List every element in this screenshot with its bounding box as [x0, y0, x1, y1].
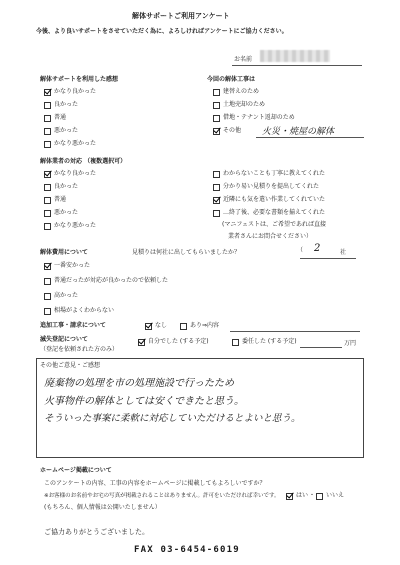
checkbox[interactable] [213, 210, 220, 217]
contractor-right-option-1[interactable]: わからないことも丁寧に教えてくれた [213, 170, 325, 178]
subsidy-amount-underline [300, 347, 342, 348]
checkbox[interactable] [44, 308, 51, 315]
checkbox-checked[interactable] [44, 171, 51, 178]
checkbox[interactable] [44, 184, 51, 191]
extra-yes-option[interactable]: あり⇒内容 [180, 322, 219, 330]
subsidy-unit: 万円 [344, 340, 357, 347]
work-option-3[interactable]: 借地・テナント返却のため [213, 114, 295, 122]
work-heading: 今回の解体工事は [207, 76, 256, 83]
homepage-yes-option[interactable]: はい [286, 492, 308, 500]
thanks-text: ご協力ありがとうございました。 [44, 528, 149, 536]
manifest-note-1: (マニフェストは、ご希望であれば直接 [222, 221, 327, 228]
checkbox-checked[interactable] [145, 323, 152, 330]
work-option-4[interactable]: その他 [213, 127, 241, 135]
fax-number: FAX 03-6454-6019 [134, 545, 240, 555]
name-label: お名前 [234, 56, 253, 63]
checkbox-checked[interactable] [44, 89, 51, 96]
contractor-heading: 解体業者の対応 （複数選択可） [40, 158, 127, 165]
name-underline [232, 65, 362, 66]
checkbox[interactable] [44, 141, 51, 148]
cost-option-2[interactable]: 普通だったが対応が良かったので依頼した [44, 277, 168, 285]
homepage-line-2: ※お客様のお名前やお宅の写真が掲載されることはありません。許可をいただければ幸いです。 [44, 493, 280, 499]
checkbox-checked[interactable] [138, 339, 145, 346]
checkbox-checked[interactable] [213, 197, 220, 204]
checkbox[interactable] [44, 223, 51, 230]
checkbox[interactable] [44, 115, 51, 122]
subsidy-self-option[interactable]: 自分でした (する予定) [138, 338, 209, 346]
support-option-3[interactable]: 普通 [44, 114, 66, 122]
cost-option-4[interactable]: 相場がよくわからない [44, 307, 114, 315]
contractor-right-option-2[interactable]: 分かり易い見積りを提出してくれた [213, 183, 319, 191]
cost-heading: 解体費用について [40, 249, 88, 256]
redacted-name [260, 50, 330, 62]
work-option-2[interactable]: 土地売却のため [213, 101, 265, 109]
manifest-note-2: 業者さんにお問合せください） [228, 233, 313, 240]
homepage-line-3: (もちろん、個人情報は公開いたしません） [44, 504, 161, 511]
checkbox[interactable] [44, 197, 51, 204]
document-subtitle: 今後、より良いサポートをさせていただく為に、よろしければアンケートにご協力ください。 [36, 28, 288, 35]
checkbox[interactable] [213, 171, 220, 178]
contractor-option-1[interactable]: かなり良かった [44, 170, 96, 178]
contractor-option-2[interactable]: 良かった [44, 183, 78, 191]
contractor-right-option-4[interactable]: …終了後、必要な書類を揃えてくれた [213, 209, 325, 217]
subsidy-note: （登記を依頼された方のみ） [40, 346, 119, 353]
cost-option-1[interactable]: 一番安かった [44, 262, 90, 270]
document-title: 解体サポートご利用アンケート [132, 12, 230, 20]
contractor-right-option-3[interactable]: 近隣にも気を遣い作業してくれていた [213, 196, 325, 204]
checkbox[interactable] [213, 115, 220, 122]
support-heading: 解体サポートを利用した感想 [40, 76, 119, 83]
comment-line-1: 廃棄物の処理を市の処理施設で行ったため [44, 378, 234, 389]
comments-heading: その他ご意見・ご感想 [40, 362, 101, 369]
estimate-unit: 社 [340, 249, 347, 256]
checkbox[interactable] [44, 293, 51, 300]
support-option-1[interactable]: かなり良かった [44, 88, 96, 96]
checkbox-checked[interactable] [213, 128, 220, 135]
checkbox[interactable] [232, 339, 239, 346]
estimate-count: 2 [314, 243, 321, 254]
comments-box[interactable] [36, 358, 364, 458]
checkbox[interactable] [213, 89, 220, 96]
checkbox[interactable] [213, 102, 220, 109]
checkbox[interactable] [316, 493, 323, 500]
extra-none-option[interactable]: なし [145, 322, 167, 330]
estimate-question: 見積りは何社に出してもらいましたか？ [132, 249, 241, 256]
extra-content-underline [230, 331, 360, 332]
homepage-heading: ホームページ掲載について [40, 467, 112, 474]
checkbox[interactable] [44, 210, 51, 217]
comment-line-2: 火事物件の解体としては安くできたと思う。 [44, 396, 244, 407]
extra-heading: 追加工事・請求について [40, 322, 106, 329]
contractor-option-3[interactable]: 普通 [44, 196, 66, 204]
checkbox[interactable] [44, 278, 51, 285]
contractor-option-4[interactable]: 悪かった [44, 209, 78, 217]
checkbox[interactable] [213, 184, 220, 191]
subsidy-heading: 滅失登記について [40, 336, 88, 343]
checkbox[interactable] [44, 102, 51, 109]
checkbox-checked[interactable] [286, 493, 293, 500]
estimate-open-paren: （ [297, 247, 304, 254]
work-other-underline [256, 137, 364, 138]
checkbox-checked[interactable] [44, 263, 51, 270]
comment-line-3: そういった事案に柔軟に対応していただけるとよいと思う。 [44, 413, 301, 424]
contractor-option-5[interactable]: かなり悪かった [44, 222, 96, 230]
homepage-separator: ・ [309, 492, 316, 499]
work-other-text: 火災・焼屋の解体 [262, 127, 335, 137]
checkbox[interactable] [180, 323, 187, 330]
support-option-5[interactable]: かなり悪かった [44, 140, 96, 148]
cost-option-3[interactable]: 高かった [44, 292, 78, 300]
subsidy-delegate-option[interactable]: 委任した (する予定) [232, 338, 297, 346]
estimate-underline [300, 258, 356, 259]
homepage-line-1: このアンケートの内容、工事の内容をホームページに掲載してもよろしいですか？ [44, 480, 266, 487]
support-option-4[interactable]: 悪かった [44, 127, 78, 135]
checkbox[interactable] [44, 128, 51, 135]
support-option-2[interactable]: 良かった [44, 101, 78, 109]
homepage-no-option[interactable]: いいえ [316, 492, 344, 500]
work-option-1[interactable]: 建替えのため [213, 88, 259, 96]
